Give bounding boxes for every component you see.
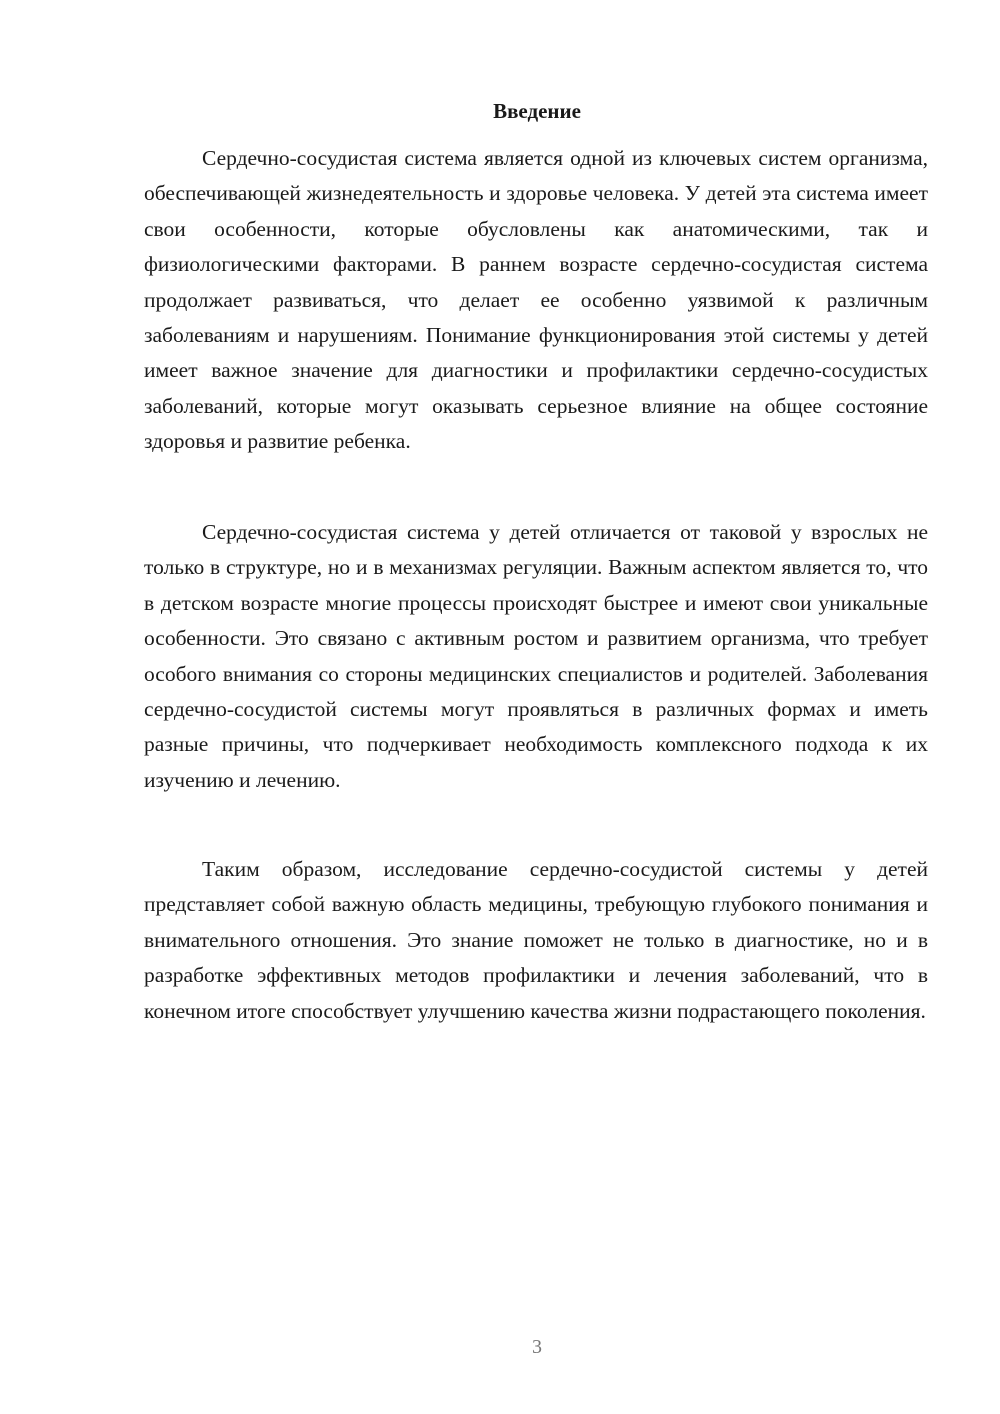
document-page (144, 0, 928, 1414)
paragraph-1: Сердечно-сосудистая система является одной из ключевых систем организма, обеспечивающей жизнедеятельность и здоровье человека. У детей эта система имеет свои особенности, которые обусловлены как анатомическими, так и физиологическими факторами. В раннем возрасте сердечно-сосудистая система продолжает развиваться, что делает ее особенно уязвимой к различным заболеваниям и нарушениям. Понимание функционирования этой системы у детей имеет важное значение для диагностики и профилактики сердечно-сосудистых заболеваний, которые могут оказывать серьезное влияние на общее состояние здоровья и развитие ребенка. (144, 146, 928, 454)
paragraph-2: Сердечно-сосудистая система у детей отличается от таковой у взрослых не только в структуре, но и в механизмах регуляции. Важным аспектом является то, что в детском возрасте многие процессы происходят быстрее и имеют свои уникальные особенности. Это связано с активным ростом и развитием организма, что требует особого внимания со стороны медицинских специалистов и родителей. Заболевания сердечно-сосудистой системы могут проявляться в различных формах и иметь разные причины, что подчеркивает необходимость комплексного подхода к их изучению и лечению. (144, 520, 928, 792)
section-title: Введение (493, 99, 581, 123)
page-number: 3 (532, 1336, 542, 1358)
paragraph-3: Таким образом, исследование сердечно-сосудистой системы у детей представляет собой важную область медицины, требующую глубокого понимания и внимательного отношения. Это знание поможет не только в диагностике, но и в разработке эффективных методов профилактики и лечения заболеваний, что в конечном итоге способствует улучшению качества жизни подрастающего поколения. (144, 857, 928, 1023)
